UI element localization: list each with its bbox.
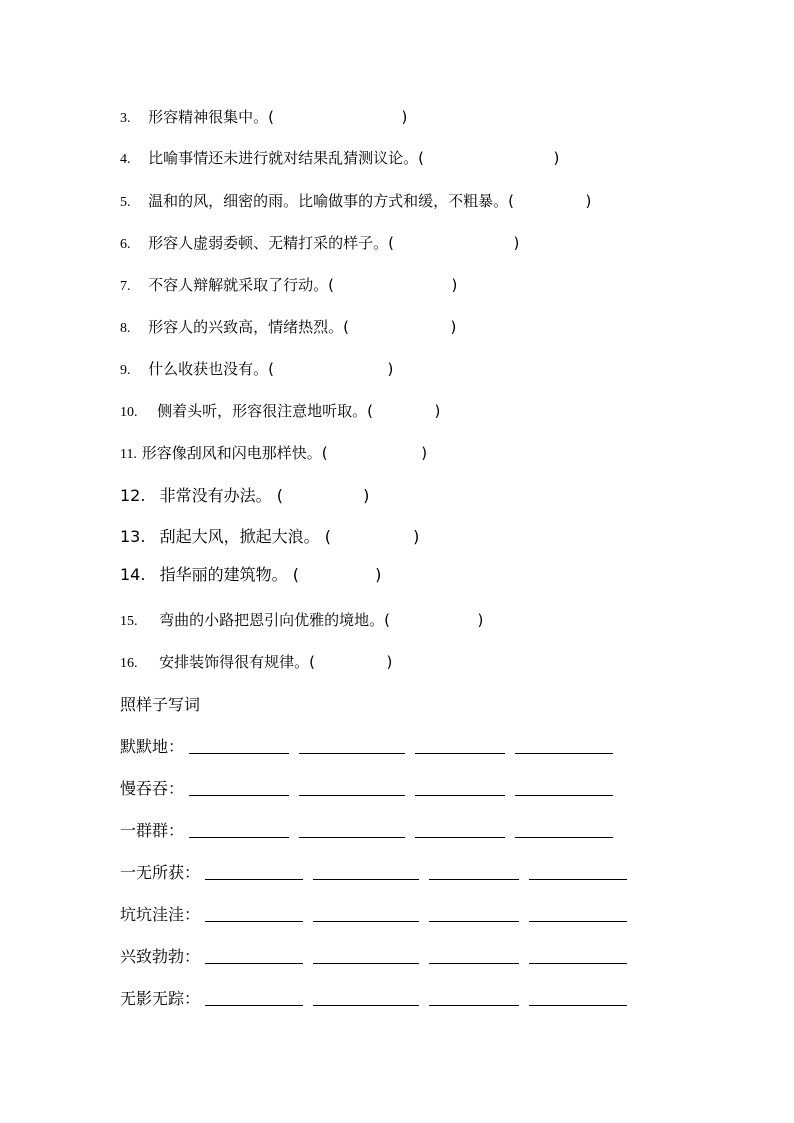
question-number: 16. <box>120 656 138 671</box>
word-label: 一群群： <box>120 821 185 840</box>
fill-blank[interactable] <box>313 949 419 964</box>
word-row-wuyingwuzong <box>120 988 632 1010</box>
question-7 <box>120 275 457 297</box>
fill-blank[interactable] <box>515 823 613 838</box>
fill-blank[interactable] <box>299 739 405 754</box>
question-text: 弯曲的小路把恩引向优雅的境地。( <box>159 611 390 629</box>
question-number: 14. <box>120 565 146 584</box>
word-label: 默默地： <box>120 737 185 756</box>
fill-blank[interactable] <box>429 865 519 880</box>
close-paren: ) <box>477 611 484 629</box>
fill-blank[interactable] <box>415 823 505 838</box>
fill-blank[interactable] <box>415 781 505 796</box>
close-paren: ) <box>421 444 428 462</box>
word-row-xingzhibobo <box>120 946 632 968</box>
close-paren: ) <box>387 360 394 378</box>
close-paren: ) <box>553 149 560 167</box>
fill-blank[interactable] <box>415 739 505 754</box>
question-text: 非常没有办法。 ( <box>159 486 283 505</box>
question-15 <box>120 610 483 632</box>
question-text: 温和的风，细密的雨。比喻做事的方式和缓，不粗暴。( <box>148 192 514 210</box>
word-label: 一无所获： <box>120 863 201 882</box>
question-number: 15. <box>120 614 138 629</box>
word-row-mantuntun <box>120 778 618 800</box>
close-paren: ) <box>386 653 393 671</box>
question-text: 形容像刮风和闪电那样快。( <box>141 444 328 462</box>
question-number: 7. <box>120 279 131 294</box>
close-paren: ) <box>513 234 520 252</box>
word-label: 兴致勃勃： <box>120 947 201 966</box>
question-8 <box>120 317 456 339</box>
question-4 <box>120 148 559 170</box>
fill-blank[interactable] <box>429 949 519 964</box>
fill-blank[interactable] <box>313 865 419 880</box>
question-number: 9. <box>120 363 131 378</box>
fill-blank[interactable] <box>189 781 289 796</box>
fill-blank[interactable] <box>205 907 303 922</box>
fill-blank[interactable] <box>529 907 627 922</box>
close-paren: ) <box>585 192 592 210</box>
fill-blank[interactable] <box>529 865 627 880</box>
question-5 <box>120 191 591 213</box>
close-paren: ) <box>434 402 441 420</box>
question-number: 5. <box>120 195 131 210</box>
question-text: 形容人的兴致高，情绪热烈。( <box>148 318 349 336</box>
question-text: 不容人辩解就采取了行动。( <box>148 276 334 294</box>
question-14 <box>120 565 381 585</box>
close-paren: ) <box>363 486 370 505</box>
question-number: 10. <box>120 405 138 420</box>
word-label: 无影无踪： <box>120 989 201 1008</box>
question-text: 比喻事情还未进行就对结果乱猜测议论。( <box>148 149 424 167</box>
question-number: 11. <box>120 447 137 462</box>
word-label: 慢吞吞： <box>120 779 185 798</box>
question-16 <box>120 652 392 674</box>
fill-blank[interactable] <box>205 949 303 964</box>
close-paren: ) <box>401 108 408 126</box>
question-text: 指华丽的建筑物。 ( <box>159 565 299 584</box>
question-3 <box>120 107 407 129</box>
fill-blank[interactable] <box>299 781 405 796</box>
fill-blank[interactable] <box>515 739 613 754</box>
question-text: 形容人虚弱委顿、无精打采的样子。( <box>148 234 394 252</box>
question-9 <box>120 359 393 381</box>
close-paren: ) <box>413 527 420 546</box>
fill-blank[interactable] <box>429 991 519 1006</box>
word-row-yiwusuohuo <box>120 862 632 884</box>
word-label: 坑坑洼洼： <box>120 905 201 924</box>
question-number: 12. <box>120 486 146 505</box>
question-text: 什么收获也没有。( <box>148 360 274 378</box>
fill-blank[interactable] <box>205 991 303 1006</box>
fill-blank[interactable] <box>313 907 419 922</box>
question-number: 6. <box>120 237 131 252</box>
question-text: 形容精神很集中。( <box>148 108 274 126</box>
question-number: 13. <box>120 527 146 546</box>
close-paren: ) <box>375 565 382 584</box>
question-text: 安排装饰得很有规律。( <box>159 653 315 671</box>
fill-blank[interactable] <box>189 739 289 754</box>
fill-blank[interactable] <box>299 823 405 838</box>
word-row-momode <box>120 736 618 758</box>
fill-blank[interactable] <box>529 991 627 1006</box>
question-number: 4. <box>120 152 131 167</box>
fill-blank[interactable] <box>429 907 519 922</box>
question-11 <box>120 443 427 465</box>
fill-blank[interactable] <box>515 781 613 796</box>
question-number: 3. <box>120 111 131 126</box>
fill-blank[interactable] <box>529 949 627 964</box>
question-number: 8. <box>120 321 131 336</box>
word-row-kengkengwawa <box>120 904 632 926</box>
question-13 <box>120 527 419 547</box>
fill-blank[interactable] <box>189 823 289 838</box>
fill-blank[interactable] <box>205 865 303 880</box>
word-row-yiqunqun <box>120 820 618 842</box>
question-text: 刮起大风，掀起大浪。 ( <box>159 527 331 546</box>
question-10 <box>120 401 440 423</box>
fill-blank[interactable] <box>313 991 419 1006</box>
question-6 <box>120 233 519 255</box>
close-paren: ) <box>450 318 457 336</box>
question-12 <box>120 486 369 506</box>
section-title: 照样子写词 <box>120 695 201 714</box>
question-text: 侧着头听，形容很注意地听取。( <box>157 402 373 420</box>
close-paren: ) <box>451 276 458 294</box>
